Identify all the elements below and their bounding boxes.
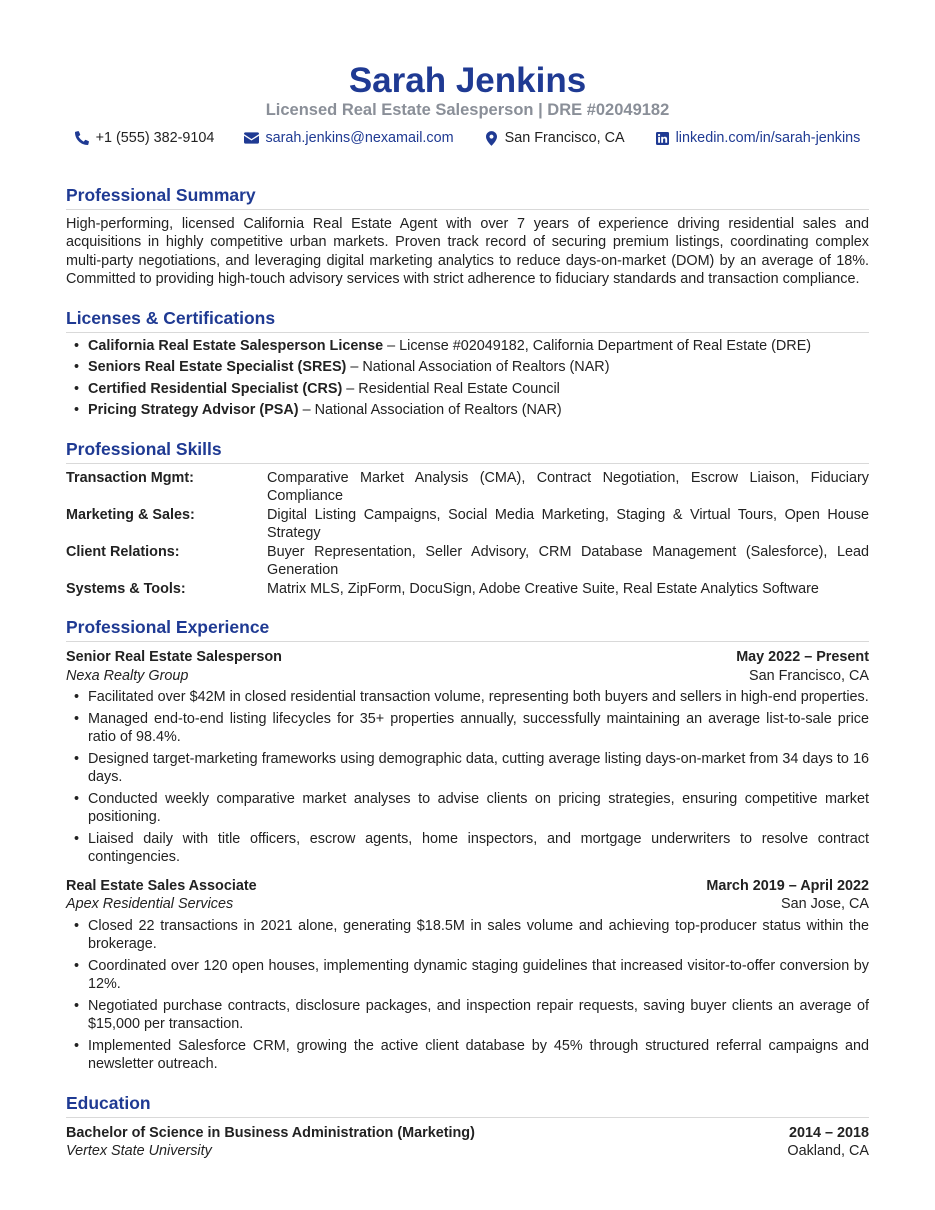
list-item <box>66 358 869 377</box>
list-item: • Managed end-to-end listing lifecycles for 35+ properties annually, successfully maintaining an average list-to-sale price ratio of 98.4%. <box>66 710 869 747</box>
section-title-summary: Professional Summary <box>66 185 869 210</box>
skill-category: Transaction Mgmt: <box>66 469 194 486</box>
email-link[interactable]: sarah.jenkins@nexamail.com <box>265 130 454 146</box>
license-detail: – Residential Real Estate Council <box>342 380 560 397</box>
skills-row <box>66 469 869 506</box>
section-title-skills: Professional Skills <box>66 439 869 464</box>
job-company: Apex Residential Services <box>66 896 234 912</box>
skill-category: Marketing & Sales: <box>66 506 195 523</box>
skills-row <box>66 506 869 543</box>
job-title: Senior Real Estate Salesperson <box>66 649 282 665</box>
skills-row <box>66 580 869 599</box>
list-item <box>66 401 869 420</box>
skill-values: Comparative Market Analysis (CMA), Contract Negotiation, Escrow Liaison, Fiduciary Compliance <box>267 469 869 504</box>
candidate-subtitle: Licensed Real Estate Salesperson | DRE #02049182 <box>265 101 670 119</box>
skill-category: Systems & Tools: <box>66 580 186 597</box>
skill-values: Matrix MLS, ZipForm, DocuSign, Adobe Creative Suite, Real Estate Analytics Software <box>267 580 819 597</box>
license-name: California Real Estate Salesperson License <box>88 337 384 354</box>
contact-email[interactable] <box>244 129 453 148</box>
contact-linkedin[interactable] <box>655 129 861 148</box>
job-company: Nexa Realty Group <box>66 667 189 684</box>
linkedin-icon <box>655 131 670 146</box>
list-item <box>66 337 869 356</box>
job-location: San Francisco, CA <box>749 667 869 684</box>
job-location: San Jose, CA <box>781 896 869 912</box>
licenses-list <box>66 337 869 420</box>
license-detail: – National Association of Realtors (NAR) <box>346 359 610 375</box>
list-item: • Negotiated purchase contracts, disclosure packages, and inspection repair requests, saving buyer clients an average of $15,000 per transaction. <box>66 997 869 1034</box>
phone-icon <box>75 131 90 146</box>
job-entry <box>66 648 869 867</box>
phone-text: +1 (555) 382-9104 <box>95 130 215 146</box>
list-item: • Conducted weekly comparative market analyses to advise clients on pricing strategies, ensuring competitive market positioning. <box>66 790 869 827</box>
list-item: • Designed target-marketing frameworks using demographic data, cutting average listing days-on-market from 34 days to 16 days. <box>66 750 869 787</box>
list-item: • Facilitated over $42M in closed residential transaction volume, representing both buyers and sellers in high-end properties. <box>66 688 869 707</box>
list-item: • Implemented Salesforce CRM, growing the active client database by 45% through structured referral campaigns and newsletter outreach. <box>66 1037 869 1074</box>
linkedin-link[interactable]: linkedin.com/in/sarah-jenkins <box>675 130 861 146</box>
license-name: Pricing Strategy Advisor (PSA) <box>88 402 299 418</box>
job-dates: March 2019 – April 2022 <box>706 877 869 894</box>
section-title-licenses: Licenses & Certifications <box>66 308 869 333</box>
job-dates: May 2022 – Present <box>736 649 869 665</box>
list-item: • Closed 22 transactions in 2021 alone, generating $18.5M in sales volume and achieving top-producer status within the brokerage. <box>66 917 869 954</box>
location-text: San Francisco, CA <box>504 130 625 146</box>
summary-text: High-performing, licensed California Real Estate Agent with over 7 years of experience driving residential sales and acquisitions in highly competitive urban markets. Proven track record of securing premium listings, coordinating complex multi-party negotiations, and leveraging digital marketing analytics to reduce days-on-market (DOM) by an average of 18%. Committed to providing high-touch advisory services with strict adherence to fiduciary standards and transaction compliance. <box>66 215 869 287</box>
education-entry <box>66 1124 869 1161</box>
job-bullets <box>66 917 869 1074</box>
skill-values: Digital Listing Campaigns, Social Media Marketing, Staging & Virtual Tours, Open House Strategy <box>267 506 869 541</box>
envelope-icon <box>244 131 259 146</box>
license-name: Seniors Real Estate Specialist (SRES) <box>88 359 347 375</box>
job-entry <box>66 877 869 1074</box>
skills-row <box>66 543 869 580</box>
candidate-name: Sarah Jenkins <box>348 61 587 100</box>
school-name: Vertex State University <box>66 1143 212 1159</box>
list-item: • Liaised daily with title officers, escrow agents, home inspectors, and mortgage underwriters to resolve contract contingencies. <box>66 830 869 867</box>
contact-bar <box>66 129 869 148</box>
skills-table <box>66 469 869 599</box>
list-item: • Coordinated over 120 open houses, implementing dynamic staging guidelines that increased visitor-to-offer conversion by 12%. <box>66 957 869 994</box>
contact-phone <box>75 129 215 148</box>
license-name: Certified Residential Specialist (CRS) <box>88 380 343 397</box>
map-pin-icon <box>484 131 499 146</box>
education-dates: 2014 – 2018 <box>788 1124 869 1141</box>
degree-name: Bachelor of Science in Business Administration (Marketing) <box>66 1124 475 1141</box>
license-detail: – License #02049182, California Department of Real Estate (DRE) <box>383 337 812 354</box>
license-detail: – National Association of Realtors (NAR) <box>298 402 562 418</box>
job-bullets <box>66 688 869 867</box>
skill-values: Buyer Representation, Seller Advisory, CRM Database Management (Salesforce), Lead Generation <box>267 543 869 578</box>
school-location: Oakland, CA <box>787 1143 869 1159</box>
skill-category: Client Relations: <box>66 543 180 560</box>
section-title-education: Education <box>66 1093 869 1118</box>
job-title: Real Estate Sales Associate <box>66 877 257 894</box>
contact-location <box>484 129 625 148</box>
list-item <box>66 380 869 399</box>
section-title-experience: Professional Experience <box>66 617 869 642</box>
